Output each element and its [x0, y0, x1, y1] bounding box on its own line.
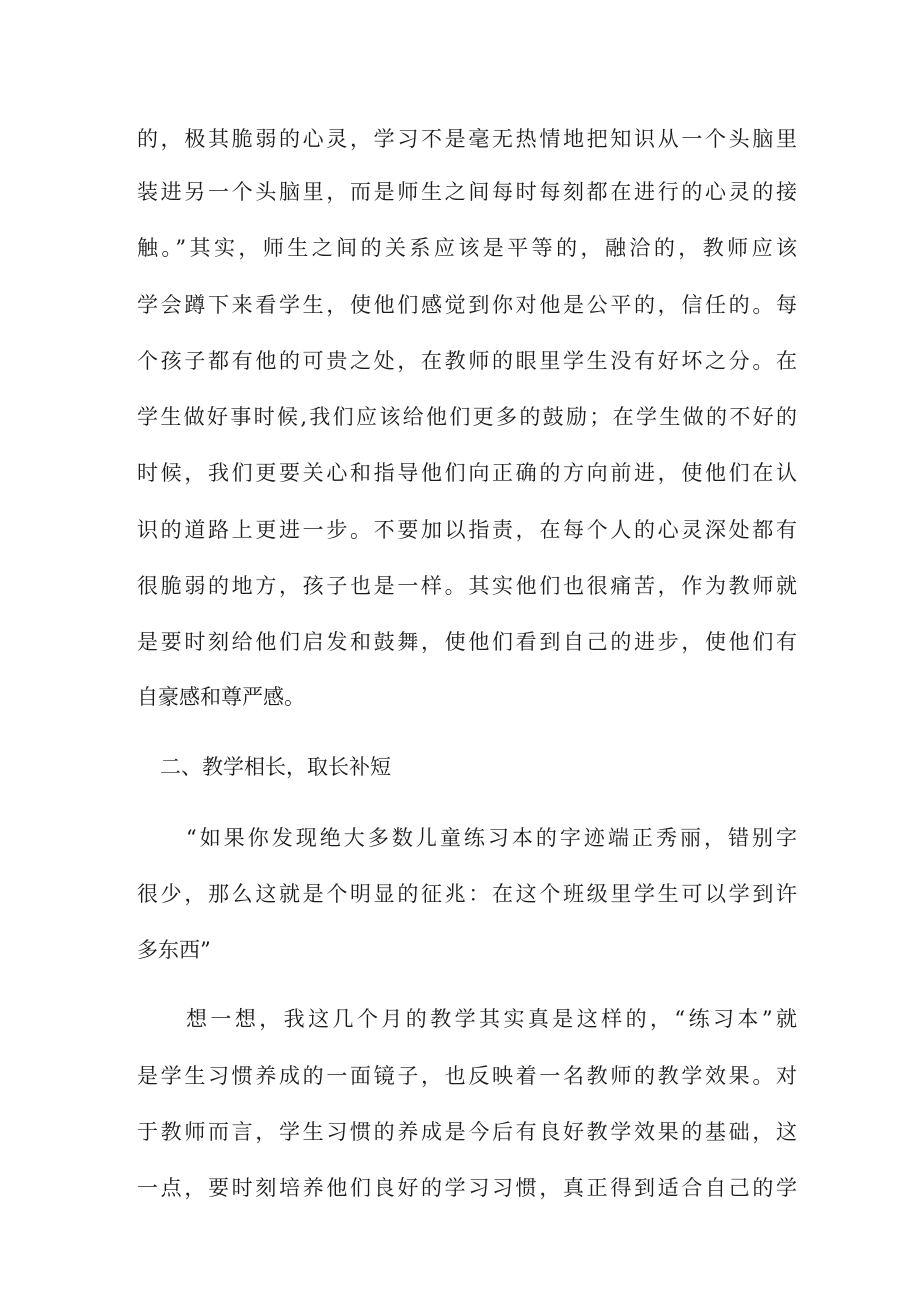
text-line: 自豪感和尊严感。: [137, 685, 305, 709]
text-line: 于教师而言，学生习惯的养成是今后有良好教学效果的基础，这: [137, 1120, 797, 1144]
text-line: 学生做好事时候,我们应该给他们更多的鼓励；在学生做的不好的: [137, 405, 797, 429]
text-line: 是学生习惯养成的一面镜子，也反映着一名教师的教学效果。对: [137, 1064, 797, 1088]
quote-line: 很少，那么这就是个明显的征兆：在这个班级里学生可以学到许: [137, 882, 797, 906]
quote-line: “如果你发现绝大多数儿童练习本的字迹端正秀丽，错别字: [186, 826, 797, 850]
text-line: 的，极其脆弱的心灵，学习不是毫无热情地把知识从一个头脑里: [137, 127, 797, 151]
text-line: 学会蹲下来看学生，使他们感觉到你对他是公平的，信任的。每: [137, 293, 797, 317]
text-line: 时候，我们更要关心和指导他们向正确的方向前进，使他们在认: [137, 461, 797, 485]
text-line: 很脆弱的地方，孩子也是一样。其实他们也很痛苦，作为教师就: [137, 574, 797, 598]
text-line: 一点，要时刻培养他们良好的学习习惯，真正得到适合自己的学: [137, 1176, 797, 1200]
section-heading: 二、教学相长，取长补短: [160, 755, 391, 779]
text-line: 装进另一个头脑里，而是师生之间每时每刻都在进行的心灵的接: [137, 180, 797, 204]
quote-line: 多东西”: [137, 938, 211, 962]
text-line: 触。”其实，师生之间的关系应该是平等的，融洽的，教师应该: [137, 236, 797, 260]
text-line: 想一想，我这几个月的教学其实真是这样的，“练习本”就: [186, 1007, 797, 1031]
text-line: 个孩子都有他的可贵之处，在教师的眼里学生没有好坏之分。在: [137, 349, 797, 373]
text-line: 识的道路上更进一步。不要加以指责，在每个人的心灵深处都有: [137, 518, 797, 542]
text-line: 是要时刻给他们启发和鼓舞，使他们看到自己的进步，使他们有: [137, 630, 797, 654]
